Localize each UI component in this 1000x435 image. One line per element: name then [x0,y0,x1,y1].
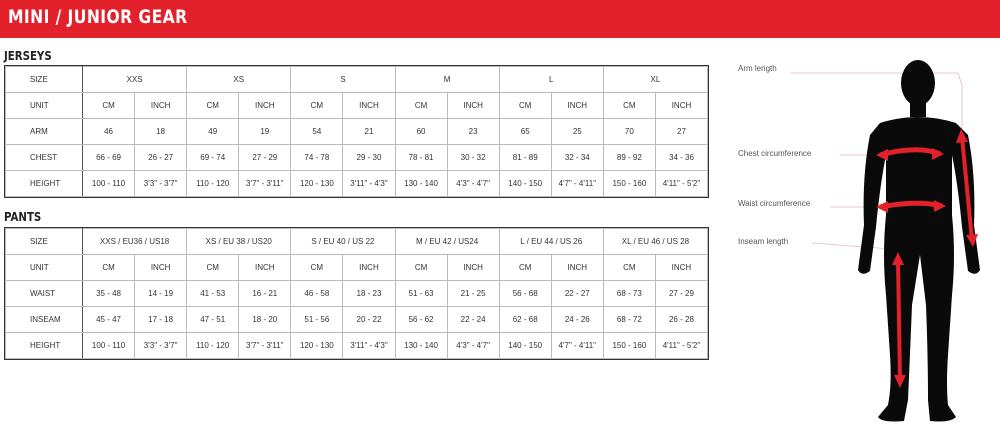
value-cell: 14 - 19 [135,281,187,307]
unit-cell: CM [603,255,655,281]
size-label: SIZE [6,229,83,255]
value-cell: 130 - 140 [395,333,447,359]
value-cell: 130 - 140 [395,171,447,197]
value-cell: 27 [655,119,707,145]
value-cell: 46 - 58 [291,281,343,307]
value-cell: 30 - 32 [447,145,499,171]
unit-cell: CM [603,93,655,119]
value-cell: 100 - 110 [83,333,135,359]
value-cell: 4'3" - 4'7" [447,171,499,197]
value-cell: 78 - 81 [395,145,447,171]
value-cell: 45 - 47 [83,307,135,333]
size-header-cell: XXS [83,67,187,93]
size-header-cell: M / EU 42 / US24 [395,229,499,255]
measurement-row [6,171,708,197]
chest-circumference-label: Chest circumference [738,149,812,158]
unit-cell: CM [395,93,447,119]
size-header-cell: XL / EU 46 / US 28 [603,229,707,255]
value-cell: 68 - 72 [603,307,655,333]
inseam-guide-line [812,243,892,249]
value-cell: 32 - 34 [551,145,603,171]
waist-circumference-label: Waist circumference [738,199,811,208]
value-cell: 27 - 29 [655,281,707,307]
value-cell: 16 - 21 [239,281,291,307]
value-cell: 74 - 78 [291,145,343,171]
unit-cell: INCH [551,93,603,119]
unit-cell: CM [395,255,447,281]
row-label: ARM [6,119,83,145]
value-cell: 51 - 56 [291,307,343,333]
value-cell: 4'3" - 4'7" [447,333,499,359]
value-cell: 19 [239,119,291,145]
value-cell: 27 - 29 [239,145,291,171]
unit-cell: INCH [343,93,395,119]
value-cell: 120 - 130 [291,333,343,359]
value-cell: 56 - 68 [499,281,551,307]
value-cell: 51 - 63 [395,281,447,307]
unit-cell: CM [499,255,551,281]
size-header-cell: L [499,67,603,93]
value-cell: 34 - 36 [655,145,707,171]
value-cell: 29 - 30 [343,145,395,171]
row-label: INSEAM [6,307,83,333]
value-cell: 56 - 62 [395,307,447,333]
value-cell: 46 [83,119,135,145]
value-cell: 66 - 69 [83,145,135,171]
value-cell: 22 - 27 [551,281,603,307]
size-header-row [6,229,708,255]
value-cell: 150 - 160 [603,171,655,197]
value-cell: 25 [551,119,603,145]
size-header-row [6,67,708,93]
unit-cell: INCH [135,255,187,281]
unit-row [6,255,708,281]
value-cell: 100 - 110 [83,171,135,197]
size-header-cell: L / EU 44 / US 26 [499,229,603,255]
value-cell: 26 - 28 [655,307,707,333]
size-label: SIZE [6,67,83,93]
unit-cell: CM [291,255,343,281]
measurement-row [6,119,708,145]
value-cell: 23 [447,119,499,145]
value-cell: 110 - 120 [187,171,239,197]
value-cell: 54 [291,119,343,145]
value-cell: 18 [135,119,187,145]
inseam-arrow [898,260,900,380]
value-cell: 3'7" - 3'11" [239,171,291,197]
value-cell: 17 - 18 [135,307,187,333]
value-cell: 4'7" - 4'11" [551,171,603,197]
measurement-row [6,145,708,171]
value-cell: 20 - 22 [343,307,395,333]
pants-title: PANTS [4,210,42,224]
header-banner [0,0,1000,38]
value-cell: 3'11" - 4'3" [343,333,395,359]
row-label: CHEST [6,145,83,171]
value-cell: 21 [343,119,395,145]
unit-cell: CM [83,255,135,281]
measurement-row [6,307,708,333]
value-cell: 26 - 27 [135,145,187,171]
unit-row [6,93,708,119]
value-cell: 81 - 89 [499,145,551,171]
value-cell: 3'7" - 3'11" [239,333,291,359]
pants-size-table [5,228,708,359]
value-cell: 24 - 26 [551,307,603,333]
arm-length-label: Arm length [738,64,777,73]
size-header-cell: XL [603,67,707,93]
page-title: MINI / JUNIOR GEAR [8,6,188,28]
value-cell: 68 - 73 [603,281,655,307]
value-cell: 47 - 51 [187,307,239,333]
row-label: WAIST [6,281,83,307]
inseam-length-label: Inseam length [738,237,789,246]
unit-label: UNIT [6,255,83,281]
unit-cell: INCH [655,255,707,281]
value-cell: 60 [395,119,447,145]
value-cell: 22 - 24 [447,307,499,333]
unit-cell: INCH [551,255,603,281]
value-cell: 70 [603,119,655,145]
size-header-cell: S [291,67,395,93]
unit-cell: INCH [239,93,291,119]
value-cell: 3'3" - 3'7" [135,171,187,197]
unit-cell: CM [499,93,551,119]
value-cell: 4'11" - 5'2" [655,171,707,197]
unit-cell: INCH [343,255,395,281]
unit-cell: INCH [447,255,499,281]
value-cell: 4'11" - 5'2" [655,333,707,359]
unit-label: UNIT [6,93,83,119]
size-header-cell: XS / EU 38 / US20 [187,229,291,255]
value-cell: 35 - 48 [83,281,135,307]
value-cell: 150 - 160 [603,333,655,359]
value-cell: 18 - 20 [239,307,291,333]
unit-cell: INCH [135,93,187,119]
value-cell: 89 - 92 [603,145,655,171]
value-cell: 4'7" - 4'11" [551,333,603,359]
value-cell: 140 - 150 [499,171,551,197]
value-cell: 18 - 23 [343,281,395,307]
unit-cell: CM [291,93,343,119]
value-cell: 3'3" - 3'7" [135,333,187,359]
unit-cell: CM [187,93,239,119]
measurement-row [6,281,708,307]
value-cell: 3'11" - 4'3" [343,171,395,197]
value-cell: 41 - 53 [187,281,239,307]
measurement-row [6,333,708,359]
size-header-cell: M [395,67,499,93]
unit-cell: CM [83,93,135,119]
unit-cell: INCH [655,93,707,119]
size-header-cell: S / EU 40 / US 22 [291,229,395,255]
value-cell: 21 - 25 [447,281,499,307]
jerseys-title: JERSEYS [4,49,52,63]
size-header-cell: XXS / EU36 / US18 [83,229,187,255]
row-label: HEIGHT [6,333,83,359]
value-cell: 69 - 74 [187,145,239,171]
value-cell: 110 - 120 [187,333,239,359]
value-cell: 120 - 130 [291,171,343,197]
row-label: HEIGHT [6,171,83,197]
value-cell: 62 - 68 [499,307,551,333]
unit-cell: CM [187,255,239,281]
value-cell: 49 [187,119,239,145]
measurement-figure [730,55,1000,430]
size-header-cell: XS [187,67,291,93]
unit-cell: INCH [447,93,499,119]
value-cell: 65 [499,119,551,145]
value-cell: 140 - 150 [499,333,551,359]
unit-cell: INCH [239,255,291,281]
jerseys-size-table [5,66,708,197]
